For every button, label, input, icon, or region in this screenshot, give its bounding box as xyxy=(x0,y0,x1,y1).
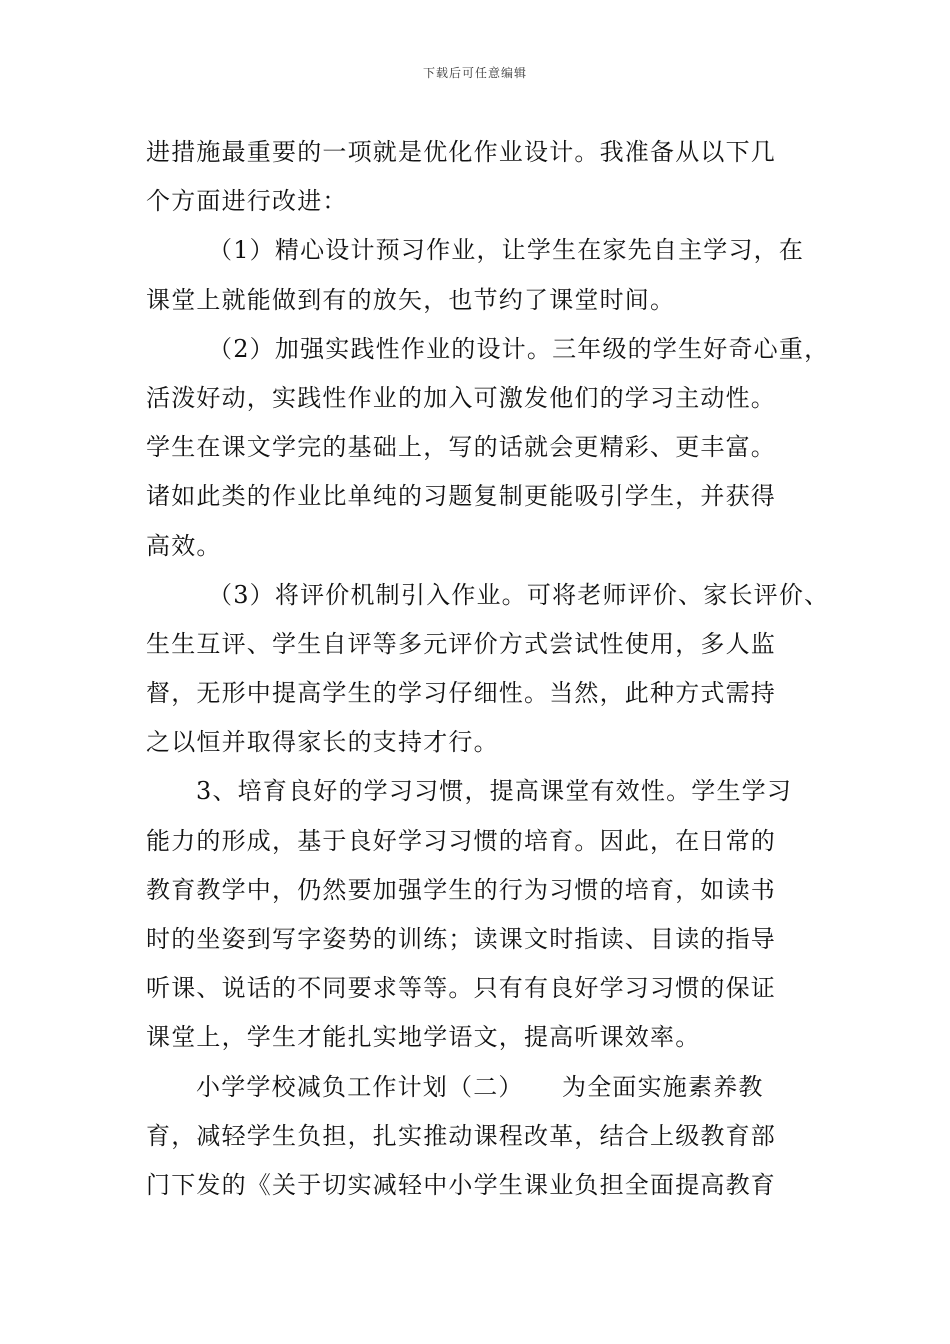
text-line: 能力的形成，基于良好学习习惯的培育。因此，在日常的 xyxy=(146,826,776,855)
text-line: （1）精心设计预习作业，让学生在家先自主学习，在 xyxy=(208,236,805,265)
paragraph-section-3 xyxy=(146,767,818,1062)
text-line: 之以恒并取得家长的支持才行。 xyxy=(146,728,499,757)
text-line: 课堂上，学生才能扎实地学语文，提高听课效率。 xyxy=(146,1023,701,1052)
text-line: 生生互评、学生自评等多元评价方式尝试性使用，多人监 xyxy=(146,629,776,658)
text-line: （3）将评价机制引入作业。可将老师评价、家长评价、 xyxy=(208,580,830,609)
text-line: 门下发的《关于切实减轻中小学生课业负担全面提高教育 xyxy=(146,1170,776,1199)
text-line: 时的坐姿到写字姿势的训练；读课文时指读、目读的指导 xyxy=(146,925,776,953)
paragraph-item-1 xyxy=(146,226,818,324)
text-line: 课堂上就能做到有的放矢，也节约了课堂时间。 xyxy=(146,285,676,314)
page-header-note: 下载后可任意编辑 xyxy=(422,66,527,80)
text-line: 个方面进行改进： xyxy=(146,187,348,216)
paragraph-item-3 xyxy=(146,571,830,768)
text-line: 诸如此类的作业比单纯的习题复制更能吸引学生，并获得 xyxy=(146,482,776,511)
text-line: 教育教学中，仍然要加强学生的行为习惯的培育，如读书 xyxy=(146,875,776,904)
text-line: 督，无形中提高学生的学习仔细性。当然，此种方式需持 xyxy=(146,679,776,708)
text-line: 3、培育良好的学习习惯，提高课堂有效性。学生学习 xyxy=(196,777,793,806)
text-line: 进措施最重要的一项就是优化作业设计。我准备从以下几 xyxy=(146,138,776,166)
text-line: （2）加强实践性作业的设计。三年级的学生好奇心重， xyxy=(208,334,830,363)
text-line: 听课、说话的不同要求等等。只有有良好学习习惯的保证 xyxy=(146,974,776,1003)
text-line: 育，减轻学生负担，扎实推动课程改革，结合上级教育部 xyxy=(146,1121,776,1150)
text-line: 高效。 xyxy=(146,531,222,560)
text-line: 小学学校减负工作计划（二） 为全面实施素养教 xyxy=(196,1072,764,1101)
paragraph-item-2 xyxy=(146,325,830,571)
paragraph-intro xyxy=(146,128,818,226)
document-body xyxy=(146,128,830,1210)
text-line: 学生在课文学完的基础上，写的话就会更精彩、更丰富。 xyxy=(146,433,776,462)
paragraph-plan-two xyxy=(146,1063,818,1211)
text-line: 活泼好动，实践性作业的加入可激发他们的学习主动性。 xyxy=(146,383,776,412)
